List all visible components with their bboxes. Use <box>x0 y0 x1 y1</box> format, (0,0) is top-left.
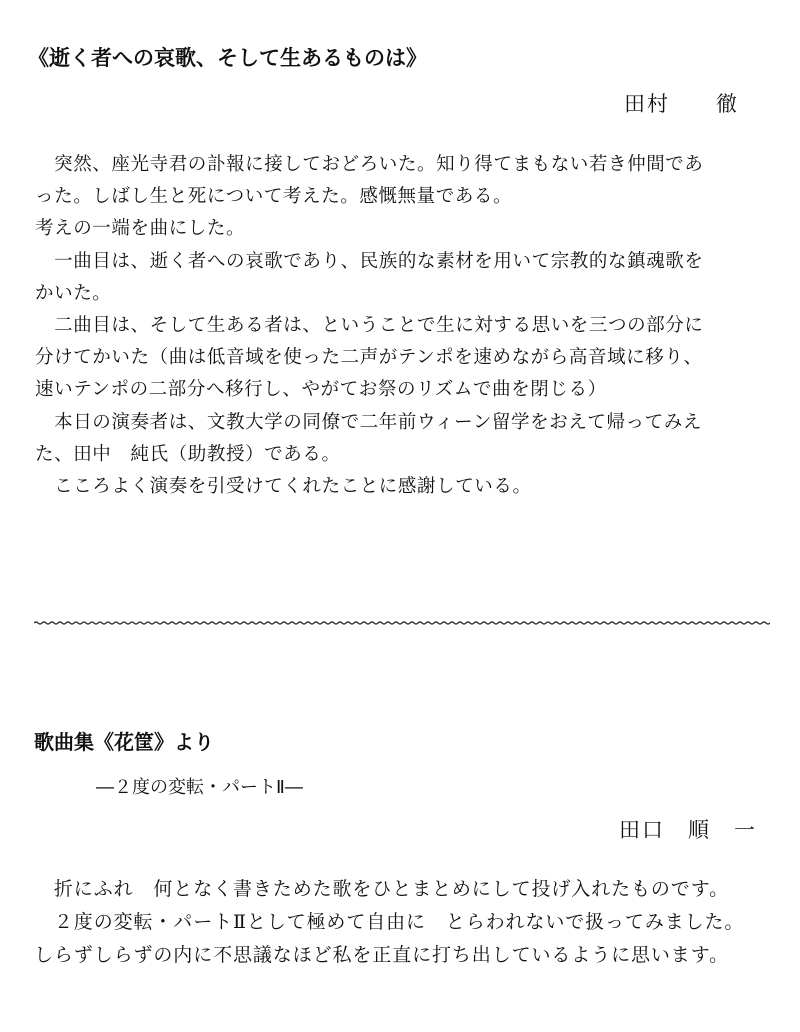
wavy-divider <box>34 617 770 629</box>
body-line: 折にふれ 何となく書きためた歌をひとまとめにして投げ入れたものです。 <box>34 878 729 900</box>
body-line: 分けてかいた（曲は低音域を使った二声がテンポを速めながら高音域に移り、 <box>35 347 703 369</box>
section2-body <box>34 873 744 972</box>
section2-subtitle: ―２度の変転・パートⅡ― <box>96 777 303 798</box>
section1-body <box>35 149 704 503</box>
section1-title: 《逝く者への哀歌、そして生あるものは》 <box>28 46 427 70</box>
body-line: 本日の演奏者は、文教大学の同僚で二年前ウィーン留学をおえて帰ってみえ <box>35 411 703 433</box>
body-line: 考えの一端を曲にした。 <box>35 218 246 240</box>
body-line: こころよく演奏を引受けてくれたことに感謝している。 <box>35 475 532 497</box>
body-line: 突然、座光寺君の訃報に接しておどろいた。知り得てまもない若き仲間であ <box>35 154 704 175</box>
section1-author: 田村 徹 <box>624 92 739 116</box>
body-line: 速いテンポの二部分へ移行し、やがてお祭のリズムで曲を閉じる） <box>35 379 607 401</box>
body-line: ２度の変転・パートⅡとして極めて自由に とらわれないで扱ってみました。 <box>34 911 745 933</box>
body-line: った。しばし生と死について考えた。感慨無量である。 <box>35 186 513 208</box>
body-line: しらずしらずの内に不思議なほど私を正直に打ち出しているように思います。 <box>34 944 729 966</box>
section2-title: 歌曲集《花筐》より <box>34 730 214 754</box>
body-line: た、田中 純氏（助教授）である。 <box>35 443 341 465</box>
body-line: かいた。 <box>35 282 112 304</box>
body-line: 二曲目は、そして生ある者は、ということで生に対する思いを三つの部分に <box>35 314 704 336</box>
section2-author: 田口 順 一 <box>619 818 757 842</box>
body-line: 一曲目は、逝く者への哀歌であり、民族的な素材を用いて宗教的な鎮魂歌を <box>35 250 704 272</box>
